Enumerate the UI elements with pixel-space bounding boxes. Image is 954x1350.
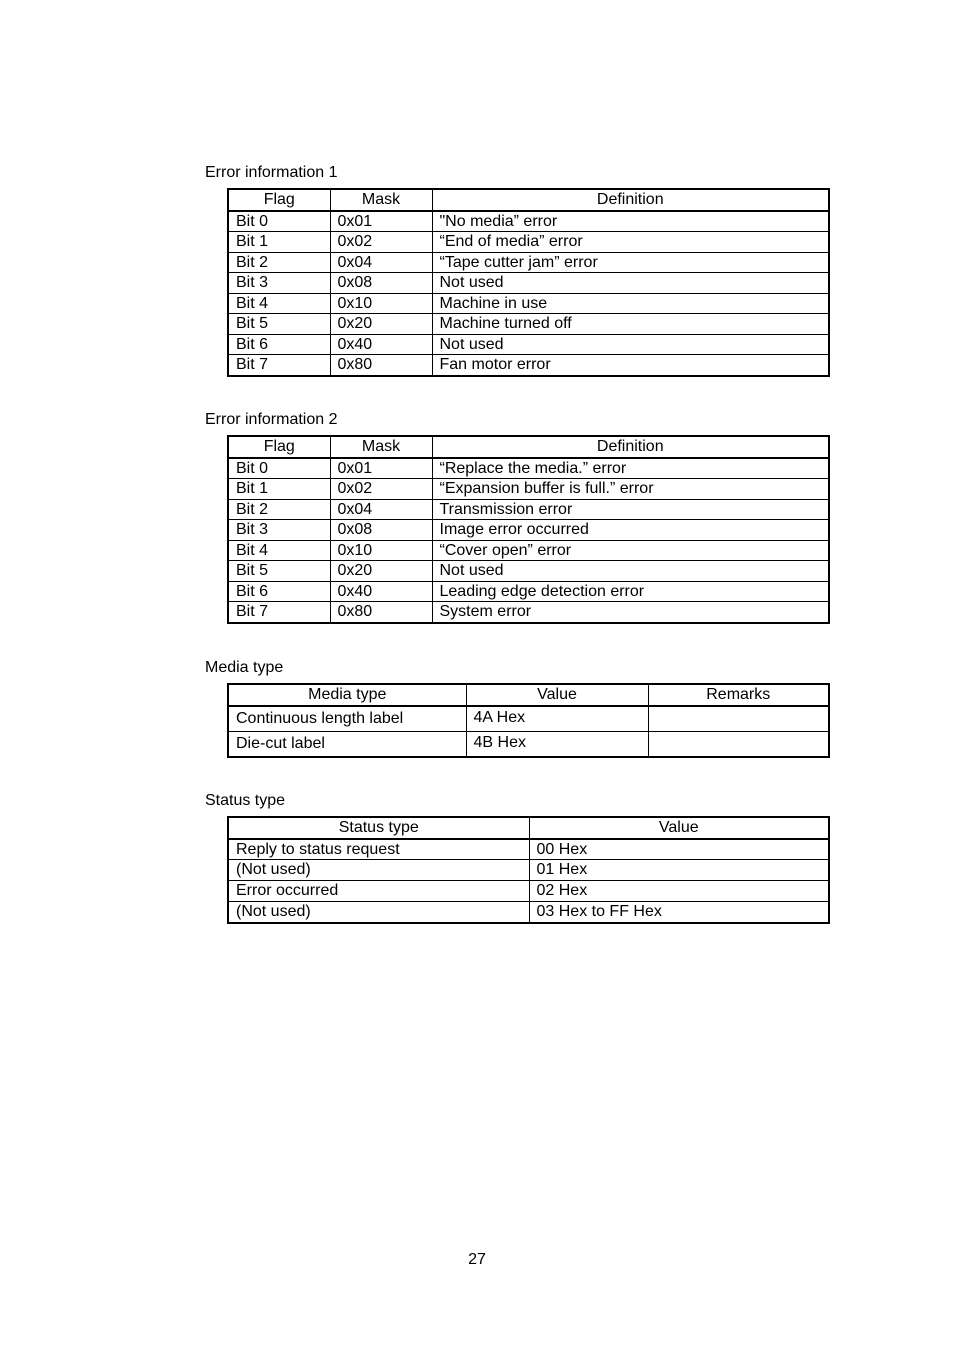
- status-type-title: Status type: [205, 792, 286, 809]
- table-cell: 0x04: [330, 499, 432, 520]
- table-cell: Bit 6: [228, 581, 330, 602]
- page-number: 27: [468, 1251, 486, 1268]
- table-cell: 0x08: [330, 273, 432, 294]
- table-row: [228, 860, 829, 881]
- table-cell: Bit 7: [228, 602, 330, 623]
- table-cell: Bit 1: [228, 232, 330, 253]
- table-cell: Reply to status request: [228, 839, 529, 860]
- table-cell: 0x04: [330, 252, 432, 273]
- table-cell: Image error occurred: [432, 520, 829, 541]
- table-cell: “Tape cutter jam” error: [432, 252, 829, 273]
- table-cell: Bit 0: [228, 458, 330, 479]
- table-cell: “Expansion buffer is full.” error: [432, 479, 829, 500]
- table-row: [228, 901, 829, 922]
- table-cell: 0x80: [330, 602, 432, 623]
- error-information-2-table: [227, 435, 830, 624]
- table-cell: Not used: [432, 273, 829, 294]
- table-cell: 4B Hex: [466, 732, 648, 758]
- table-cell: 0x01: [330, 211, 432, 232]
- table-cell: 02 Hex: [529, 881, 829, 902]
- table-header-row: [228, 684, 829, 706]
- table-row: [228, 706, 829, 732]
- column-header: Flag: [228, 436, 330, 458]
- table-row: [228, 561, 829, 582]
- table-row: [228, 458, 829, 479]
- table-cell: Leading edge detection error: [432, 581, 829, 602]
- table-row: [228, 881, 829, 902]
- error-information-2-title: Error information 2: [205, 411, 338, 428]
- table-cell: Bit 6: [228, 334, 330, 355]
- column-header: Definition: [432, 436, 829, 458]
- table-cell: 0x08: [330, 520, 432, 541]
- table-header-row: [228, 436, 829, 458]
- table-cell: Not used: [432, 334, 829, 355]
- table-cell: Bit 5: [228, 314, 330, 335]
- table-cell: Not used: [432, 561, 829, 582]
- table-cell: 0x40: [330, 334, 432, 355]
- table-cell: 03 Hex to FF Hex: [529, 901, 829, 922]
- table-row: [228, 499, 829, 520]
- table-header-row: [228, 817, 829, 839]
- column-header: Flag: [228, 189, 330, 211]
- table-header-row: [228, 189, 829, 211]
- table-cell: 0x02: [330, 479, 432, 500]
- column-header: Media type: [228, 684, 466, 706]
- table-cell: Continuous length label: [228, 706, 466, 732]
- table-cell: 0x10: [330, 540, 432, 561]
- table-cell: 00 Hex: [529, 839, 829, 860]
- table-cell: 0x20: [330, 561, 432, 582]
- table-row: [228, 540, 829, 561]
- table-cell: Die-cut label: [228, 732, 466, 758]
- table-cell: 0x10: [330, 293, 432, 314]
- table-cell: Bit 5: [228, 561, 330, 582]
- table-cell: Machine in use: [432, 293, 829, 314]
- table-row: [228, 732, 829, 758]
- table-row: [228, 839, 829, 860]
- table-cell: System error: [432, 602, 829, 623]
- status-type-table: [227, 816, 830, 924]
- table-row: [228, 334, 829, 355]
- column-header: Mask: [330, 189, 432, 211]
- table-row: [228, 479, 829, 500]
- media-type-title: Media type: [205, 659, 284, 676]
- table-cell: “End of media” error: [432, 232, 829, 253]
- table-row: [228, 314, 829, 335]
- table-cell: 0x01: [330, 458, 432, 479]
- table-cell: Bit 3: [228, 520, 330, 541]
- table-row: [228, 355, 829, 376]
- error-information-1-title: Error information 1: [205, 164, 338, 181]
- column-header: Remarks: [648, 684, 829, 706]
- table-row: [228, 581, 829, 602]
- column-header: Mask: [330, 436, 432, 458]
- table-cell: [648, 732, 829, 758]
- table-cell: Machine turned off: [432, 314, 829, 335]
- media-type-table: [227, 683, 830, 758]
- table-cell: 01 Hex: [529, 860, 829, 881]
- table-cell: Transmission error: [432, 499, 829, 520]
- table-cell: 0x40: [330, 581, 432, 602]
- table-cell: 0x80: [330, 355, 432, 376]
- table-row: [228, 293, 829, 314]
- table-row: [228, 211, 829, 232]
- column-header: Value: [466, 684, 648, 706]
- table-row: [228, 273, 829, 294]
- table-cell: Bit 4: [228, 293, 330, 314]
- table-row: [228, 520, 829, 541]
- table-cell: Bit 2: [228, 252, 330, 273]
- column-header: Status type: [228, 817, 529, 839]
- table-cell: Fan motor error: [432, 355, 829, 376]
- table-cell: “Replace the media.” error: [432, 458, 829, 479]
- table-cell: Bit 4: [228, 540, 330, 561]
- table-cell: (Not used): [228, 901, 529, 922]
- table-cell: Bit 0: [228, 211, 330, 232]
- table-cell: 0x20: [330, 314, 432, 335]
- table-cell: Error occurred: [228, 881, 529, 902]
- table-cell: 4A Hex: [466, 706, 648, 732]
- table-cell: Bit 7: [228, 355, 330, 376]
- table-cell: (Not used): [228, 860, 529, 881]
- error-information-1-table: [227, 188, 830, 377]
- table-cell: "No media” error: [432, 211, 829, 232]
- table-cell: “Cover open” error: [432, 540, 829, 561]
- table-row: [228, 252, 829, 273]
- table-row: [228, 232, 829, 253]
- table-cell: [648, 706, 829, 732]
- table-cell: Bit 2: [228, 499, 330, 520]
- column-header: Definition: [432, 189, 829, 211]
- column-header: Value: [529, 817, 829, 839]
- table-cell: Bit 3: [228, 273, 330, 294]
- table-row: [228, 602, 829, 623]
- table-cell: 0x02: [330, 232, 432, 253]
- table-cell: Bit 1: [228, 479, 330, 500]
